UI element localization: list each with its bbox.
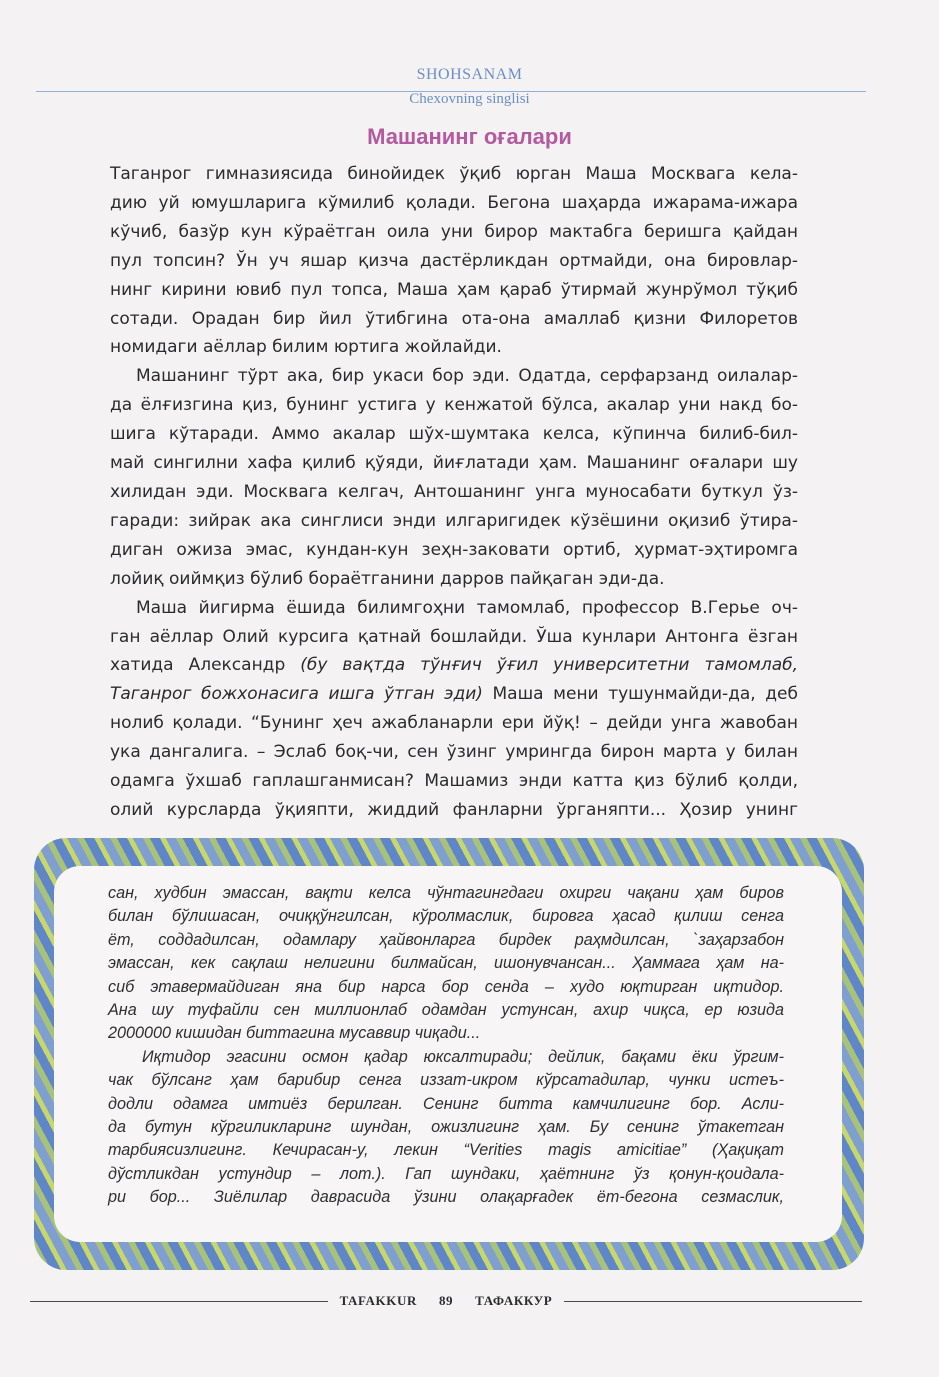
box-line: да бутун кўргиликларинг шундан, ожизлигинг ҳам. Бу сенинг ўтакетган [108,1118,784,1137]
footer-rule-left [30,1301,328,1302]
body-italic-run: Таганрог божхонасига ишга ўтган эди) [110,684,483,705]
body-line: хилидан эди. Москвага келгач, Антошанинг унга муносабати буткул ўз- [110,481,798,502]
body-line: Таганрог гимназиясида бинойидек ўқиб юрган Маша Москвага кела- [110,164,798,184]
footer-label-latin: TAFAKKUR [339,1293,417,1308]
body-line: номидаги аёллар билим юртига жойлайди. [110,337,502,358]
body-line: сотади. Орадан бир йил ўтибгина ота-она амаллаб қизни Филоретов [110,308,798,329]
box-line: ёт, соддадилсан, одамлару ҳайвонларга бирдек раҳмдилсан, `заҳарзабон [108,930,784,949]
box-line: чак бўлсанг ҳам барибир сенга иззат-икром кўрсатадилар, чунки истеъ- [108,1071,784,1090]
body-line: ука дангалига. – Эслаб боқ-чи, сен ўзинг умрингда бирон марта у билан [110,742,798,763]
body-line: ган аёллар Олий курсига қатнай бошлайди. Ўша кунлари Антонга ёзган [110,626,798,647]
body-line: нинг кирини ювиб пул топса, Маша ҳам қараб ўтирмай жунрўмол тўқиб [110,279,798,300]
box-line: билан бўлишасан, очиққўнгилсан, кўролмаслик, бировга ҳасад қилиш сенга [108,907,784,926]
body-italic-run: (бу вақтда тўнғич ўғил университетни тамомлаб, [300,655,798,676]
body-line: нолиб қолади. “Бунинг ҳеч ажабланарли ери йўқ! – дейди унга жавобан [110,713,798,734]
page-number: 89 [438,1293,454,1308]
body-line: шига кўтаради. Аммо акалар шўх-шумтака келса, кўпинча билиб-бил- [110,424,798,445]
body-line: олий курсларда ўқияпти, жиддий фанларни ўрганяпти... Ҳозир унинг [110,799,798,820]
body-text-run: хатида Александр [110,655,286,676]
article-body [110,160,798,825]
body-line: гаради: зийрак ака синглиси энди илгаригидек кўзёшини оқизиб ўтира- [110,510,798,531]
body-line: одамга ўхшаб гаплашганмисан? Машамиз энди катта қиз бўлиб қолди, [110,771,798,792]
body-line: дию уй юмушларига кўмилиб қолади. Бегона шаҳарда ижарама-ижара [110,192,798,213]
body-line: пул топсин? Ўн уч яшар қизча дастёрликдан ортмайди, она бировлар- [110,250,798,271]
body-text-run: Маша мени тушунмайди-да, деб [492,684,799,705]
section-title: Машанинг оғалари [367,124,572,149]
body-line: лойиқ оиймқиз бўлиб бораётганини дарров пайқаган эди-да. [110,568,665,589]
box-line: сиб этавермайдиган яна бир нарса бор сенда – худо юқтирган иқтидор. [108,977,784,996]
box-line: Иқтидор эгасини осмон қадар юксалтиради; дейлик, бақами ёки ўргим- [142,1047,784,1066]
box-line: сан, худбин эмассан, вақти келса чўнтагингдаги охирги чақани ҳам биров [108,884,784,902]
body-line: да ёлғизгина қиз, бунинг устига у кенжатой бўлса, акалар уни накд бо- [110,395,798,416]
body-line: Маша йигирма ёшида билимгоҳни тамомлаб, профессор В.Герье оч- [136,597,798,618]
box-line: ри бор... Зиёлилар даврасида ўзини олақарғадек ёт-бегона сезмаслик, [108,1188,784,1207]
body-line-mixed [110,651,798,680]
box-line: тарбиясизлигинг. Кечирасан-у, лекин “Verities magis amicitiae” (Ҳақиқат [108,1141,784,1160]
page-footer [30,1291,862,1311]
body-line-mixed [110,680,798,709]
footer-rule-right [564,1301,862,1302]
body-line: Машанинг тўрт ака, бир укаси бор эди. Одатда, серфарзанд оилалар- [136,366,798,387]
running-title: SHOHSANAM [416,66,523,83]
box-line: Ана шу туфайли сен миллионлаб одамдан устунсан, ахир чиқса, ер юзида [108,1001,784,1020]
body-line: диган ожиза эмас, кундан-кун зеҳн-заковати ортиб, ҳурмат-эҳтиромга [110,539,798,560]
box-line: эмассан, кек сақлаш нелигини билмайсан, ишонувчансан... Ҳаммага ҳам на- [108,954,784,973]
body-line: май сингилни хафа қилиб қўяди, йиғлатади ҳам. Машанинг оғалари шу [110,453,798,474]
body-line: кўчиб, базўр кун кўраётган оила уни бирор мактабга беришга қайдан [110,221,798,242]
box-line: 2000000 кишидан биттагина мусаввир чиқади... [108,1024,481,1043]
box-line: дўстликдан устундир – лот.). Гап шундаки, ҳаётнинг ўз қонун-қоидала- [108,1164,784,1183]
box-line: додли одамга имтиёз берилган. Сенинг битта камчилигинг бор. Асли- [108,1094,784,1113]
running-subtitle: Chexovning singlisi [409,91,530,107]
footer-label-cyrillic: ТАФАККУР [475,1293,553,1308]
quoted-letter [108,882,784,1210]
